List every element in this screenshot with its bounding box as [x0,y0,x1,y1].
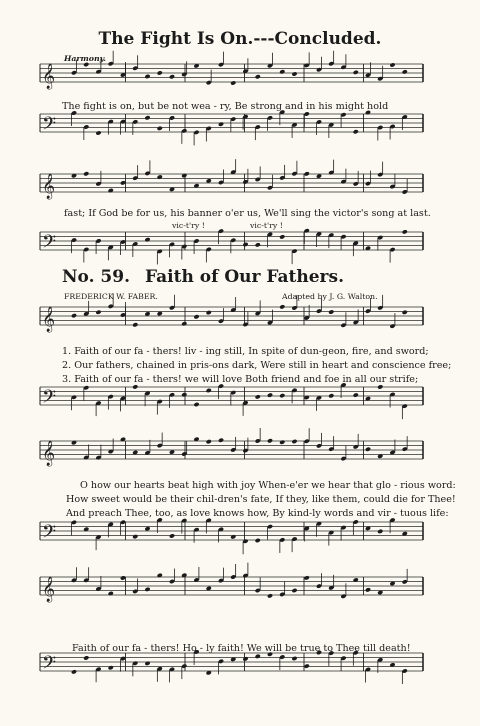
note-head [267,438,273,443]
note-head [255,394,261,399]
verse-a-2: 2. Our fathers, chained in pris-ons dark, Were still in heart and conscience free; [62,360,452,371]
verse-b-1: O how our hearts beat high with joy When-e'er we hear that glo - rious word: [80,480,456,491]
note-head [132,534,138,539]
note-head [353,577,359,582]
note-head [83,171,89,176]
note-head [206,310,212,315]
previous-hymn-lyrics-line-1: The fight is on, but be not wea - ry, Be strong and in his might hold [62,101,389,112]
note-head [291,656,297,661]
note-head [169,74,175,79]
note-head [255,242,261,247]
note-head [193,314,199,319]
refrain: Faith of our fa - thers! Ho - ly faith! We will be true to Thee till death! [72,643,411,654]
note-head [365,587,371,592]
hymn-title: Faith of Our Fathers. [145,267,344,287]
note-head [157,126,163,131]
note-head [157,70,163,75]
note-head [242,242,248,247]
verse-b-2: How sweet would be their chil-dren's fate, If they, like them, could die for Thee! [66,494,456,505]
verse-a-3: 3. Faith of our fa - thers! we will love Both friend and foe in all our strife; [62,374,419,385]
note-head [71,313,77,318]
note-head [279,304,285,309]
note-head [108,188,114,193]
bass-clef-icon: 𝄢 [42,232,57,257]
note-head [169,533,175,538]
note-head [279,393,285,398]
note-head [279,69,285,74]
note-head [291,588,297,593]
hymn-number: No. 59. [62,267,130,287]
note-head [206,439,212,444]
note-head [95,130,101,135]
note-head [267,593,273,598]
note-head [218,438,224,443]
note-head [132,384,138,389]
note-head [402,310,408,315]
note-head [144,115,150,120]
note-head [291,71,297,76]
note-head [218,122,224,127]
bass-clef-icon: 𝄢 [42,522,57,547]
treble-clef-icon: 𝄞 [42,577,56,602]
note-head [255,538,261,543]
note-head [304,575,310,580]
previous-hymn-lyrics-line-2: fast; If God be for us, his banner o'er us, We'll sing the victor's song at last. [64,208,431,219]
victory-label-1: vic-t'ry ! [172,221,205,230]
previous-hymn-title: The Fight Is On.---Concluded. [98,29,382,49]
note-head [353,392,359,397]
note-head [230,80,236,85]
note-head [95,310,101,315]
note-head [402,229,408,234]
victory-label-2: vic-t'ry ! [250,221,283,230]
verse-a-1: 1. Faith of our fa - thers! liv - ing still, In spite of dun-geon, fire, and sword; [62,346,429,357]
note-head [304,171,310,176]
hymn-author: FREDERICK W. FABER. [64,292,158,301]
note-head [353,70,359,75]
note-head [193,402,199,407]
note-head [108,665,114,670]
note-head [279,234,285,239]
note-head [144,237,150,242]
note-head [83,655,89,660]
bass-clef-icon: 𝄢 [42,653,57,678]
treble-clef-icon: 𝄞 [42,174,56,199]
treble-clef-icon: 𝄞 [42,307,56,332]
note-head [144,661,150,666]
note-head [144,587,150,592]
note-head [365,447,371,452]
note-head [402,69,408,74]
note-head [377,384,383,389]
note-head [267,393,273,398]
note-head [144,74,150,79]
note-head [144,526,150,531]
note-head [255,74,261,79]
note-head [279,440,285,445]
hymn-arranger: Adapted by J. G. Walton. [282,292,378,301]
note-head [132,322,138,327]
treble-clef-icon: 𝄞 [42,441,56,466]
note-head [389,62,395,67]
note-head [255,654,261,659]
note-head [71,669,77,674]
note-head [353,129,359,134]
bass-clef-icon: 𝄢 [42,387,57,412]
treble-clef-icon: 𝄞 [42,64,56,89]
verse-b-3: And preach Thee, too, as love knows how, By kind-ly words and vir - tuous life: [66,508,449,519]
note-head [108,591,114,596]
note-head [181,392,187,397]
note-head [181,321,187,326]
note-head [206,388,212,393]
note-head [291,439,297,444]
harmony-label: Harmony. [64,54,106,63]
note-head [242,656,248,661]
note-head [304,663,310,668]
note-head [157,174,163,179]
note-head [328,393,334,398]
note-head [328,309,334,314]
note-head [230,534,236,539]
note-head [377,529,383,534]
bass-clef-icon: 𝄢 [42,114,57,139]
